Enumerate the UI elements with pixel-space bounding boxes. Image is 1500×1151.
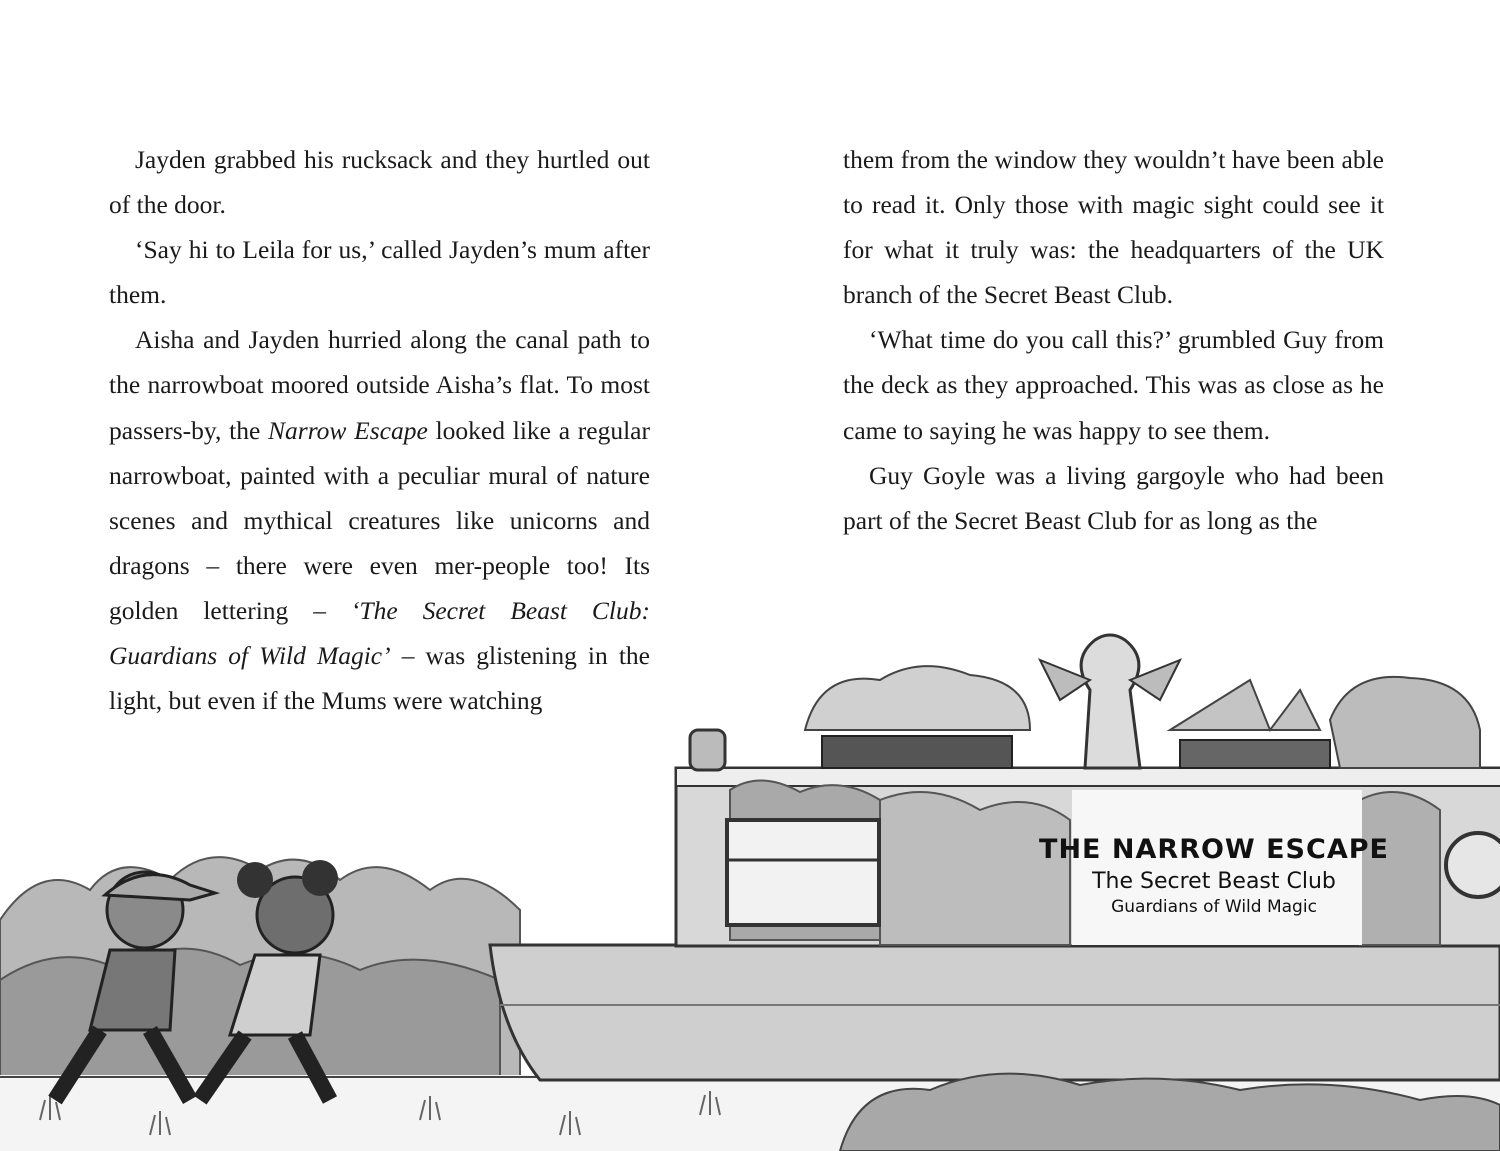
porthole	[1446, 833, 1500, 897]
paragraph: them from the window they wouldn’t have been able to read it. Only those with magic sight could see it for what it truly was: the headquarters of the UK branch of the Secret Beast Club.	[843, 145, 1384, 310]
paragraph: Guy Goyle was a living gargoyle who had been part of the Secret Beast Club for as long as the	[843, 460, 1384, 535]
boat-sign-line3: Guardians of Wild Magic	[1111, 897, 1317, 917]
boat-name-italic: Narrow Escape	[268, 415, 428, 445]
boat-sign-line2: The Secret Beast Club	[1092, 869, 1336, 894]
paragraph: ‘What time do you call this?’ grumbled Guy from the deck as they approached. This was as close as he came to saying he was happy to see them.	[843, 325, 1384, 445]
gargoyle-guy	[1040, 635, 1180, 768]
narrowboat	[490, 730, 1500, 1080]
right-page-text	[843, 137, 1384, 543]
paragraph: ‘Say hi to Leila for us,’ called Jayden’s mum after them.	[109, 235, 650, 310]
chimney	[690, 730, 725, 770]
boat-name-sign: THE NARROW ESCAPE	[1039, 834, 1389, 865]
text-run: – was glistening in the light, but even if the Mums were watching	[109, 641, 650, 716]
boat-window	[727, 820, 879, 925]
text-run: Aisha and Jayden hurried along the canal path to the narrowboat moored outside Aisha’s flat. To most passers-by, the	[109, 325, 650, 445]
lettering-italic: ‘The Secret Beast Club: Guardians of Wild Magic’	[109, 595, 650, 671]
canal-illustration	[0, 560, 1500, 1151]
paragraph: Jayden grabbed his rucksack and they hurtled out of the door.	[109, 145, 650, 220]
text-run: looked like a regular narrowboat, painted with a peculiar mural of nature scenes and mythical creatures like unicorns and dragons – there were even mer-people too! Its golden lettering –	[109, 415, 650, 625]
boat-sign-panel	[1072, 790, 1362, 945]
